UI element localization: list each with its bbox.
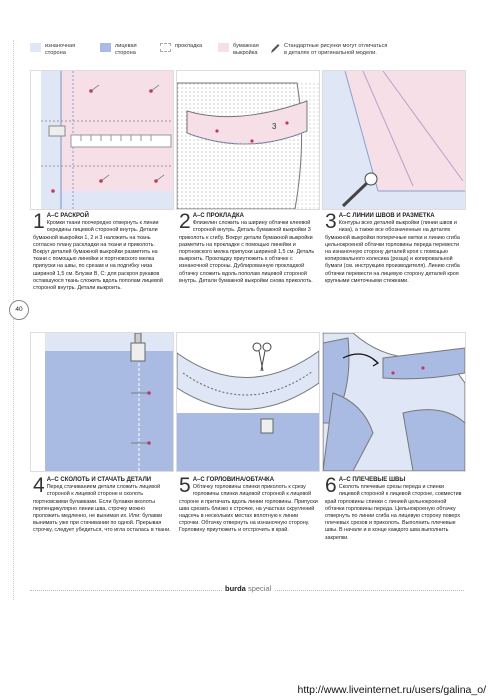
figure-6-shoulder-seams (322, 332, 466, 472)
legend-item-wrong-side (30, 43, 75, 57)
page-number: 40 (9, 300, 29, 320)
step-number: 3 (325, 210, 337, 233)
margin-dotted-line (13, 40, 14, 600)
marker-3: 3 (272, 122, 277, 131)
figure-3-seam-lines (322, 70, 466, 210)
swatch-wrong-side (30, 43, 41, 52)
step-title: А–С СКОЛОТЬ И СТАЧАТЬ ДЕТАЛИ (46, 477, 152, 483)
interfacing-illustration (177, 71, 319, 209)
figure-5-neckline (176, 332, 320, 472)
step-number: 2 (179, 210, 191, 233)
step-title: А–С ГОРЛОВИНА/ОБТАЧКА (192, 477, 275, 483)
legend-label: лицевая сторона (115, 43, 137, 56)
step-number: 4 (33, 474, 45, 497)
presser-foot-icon (261, 419, 273, 433)
figure-1-cutting (30, 70, 174, 210)
sewing-illustration (31, 333, 173, 471)
step-text: Сколоть плечевые срезы переда и спинки лицевой стороной к лицевой стороне, совместив край горловины спинки с линией цельнокроеной обтачки горловины переда. Цельнокроеную обтачку отвернуть по линии сгиба на лицевую сторону поверх плечевых срезов и приколоть. Выполнить плечевые швы. В начале и в конце каждого шва выполнить закрепки. (325, 484, 462, 541)
cutting-illustration (31, 71, 173, 209)
step-text: Флизелин сложить на ширину обтачки клеевой стороной внутрь. Деталь бумажной выкройки 3 приколоть к сгибу. Вокруг детали бумажной выкройки разметить на прокладке с помощью линейки и портновского мелка припуски шириной 1,5 см. Деталь выкроить. Прокладку приутюжить к обтачке с изнаночной стороны. Дублированную прокладкой обтачку сложить вдоль пополам лицевой стороной внутрь. Детали бумажной выкройки снова приколоть. (179, 220, 315, 284)
step-title: А–С ПРОКЛАДКА (192, 213, 244, 219)
step-4-caption (33, 474, 172, 535)
figure-4-sewing (30, 332, 174, 472)
pencil-icon (270, 43, 280, 54)
step-text: Перед стачиванием детали сложить лицевой стороной к лицевой стороне и сколоть портновскими булавками. Если булавки вколоты перпендикулярно линии шва, строчку можно проложить медленно, не вынимая их. Или: булавки вынимать уже при стачивании по одной. Прерывая строчку, следует убедиться, что игла осталась в ткани. (33, 484, 171, 534)
step-5-caption (179, 474, 318, 535)
brand (222, 584, 274, 593)
step-text: Кромки ткани поочередно отвернуть к линии середины лицевой стороной внутрь. Детали бумажной выкройки 1, 2 и 3 наложить на ткань согласно плану раскладки на ткани и приколоть. Вокруг деталей бумажной выкройки разметить на ткани с помощью линейки и портновского мелка припуски на швы, по срезам и на подгибку низа шириной 1,5 см. Блузки В, С: для раскроя рукавов оставшуюся ткань сложить вдоль пополам лицевой стороной внутрь. Детали выкроить. (33, 220, 163, 292)
step-number: 6 (325, 474, 337, 497)
step-title: А–С ПЛЕЧЕВЫЕ ШВЫ (338, 477, 406, 483)
legend-item-right-side (100, 43, 137, 57)
brand-sub: special (247, 584, 272, 593)
legend-label: бумажная выкройка (233, 43, 259, 56)
legend-label: прокладка (175, 43, 203, 49)
step-6-caption (325, 474, 464, 542)
brand-name: burda (225, 584, 246, 593)
step-text: Контуры всех деталей выкройки (линии швов и низа), а также все обозначенные на деталях бумажной выкройки поперечные метки и линию сгиба цельнокроеной обтачки горловины переда перевести на изнаночную сторону деталей кроя с помощью копировального колесика (резца) и копировальной бумаги (см. инструкцию производителя). Линию сгиба обтачки перевести на лицевую сторону деталей кроя крупными сметочными стежками. (325, 220, 460, 284)
step-2-caption (179, 210, 318, 285)
swatch-paper-pattern (218, 43, 229, 52)
step-number: 5 (179, 474, 191, 497)
shoulder-seams-illustration (323, 333, 465, 471)
step-3-caption (325, 210, 464, 285)
legend-item-paper-pattern (218, 43, 259, 57)
step-title: А–С ЛИНИИ ШВОВ И РАЗМЕТКА (338, 213, 435, 219)
step-1-caption (33, 210, 172, 292)
step-title: А–С РАСКРОЙ (46, 213, 89, 219)
scissors-icon (253, 343, 271, 371)
legend-note-text: Стандартные рисунки могут отличаться в деталях от оригинальной модели. (284, 43, 388, 56)
step-number: 1 (33, 210, 45, 233)
seam-lines-illustration (323, 71, 465, 209)
neckline-illustration (177, 333, 319, 471)
source-url[interactable]: http://www.liveinternet.ru/users/galina_o/ (297, 684, 486, 696)
step-text: Обтачку горловины спинки приколоть к срезу горловины спинки лицевой стороной к лицевой стороне и притачать вдоль линии горловины. Припуски шва срезать близко к строчке, на участках скруглений надсечь в нескольких местах вплотную к линии строчки. Обтачку отвернуть на изнаночную сторону. Горловину приутюжить и отстрочить в край. (179, 484, 318, 534)
legend-note (270, 43, 387, 57)
legend (30, 40, 450, 66)
legend-label: изнаночная сторона (45, 43, 76, 56)
swatch-interfacing (160, 43, 171, 52)
swatch-right-side (100, 43, 111, 52)
figure-2-interfacing (176, 70, 320, 210)
legend-item-interfacing (160, 43, 202, 52)
